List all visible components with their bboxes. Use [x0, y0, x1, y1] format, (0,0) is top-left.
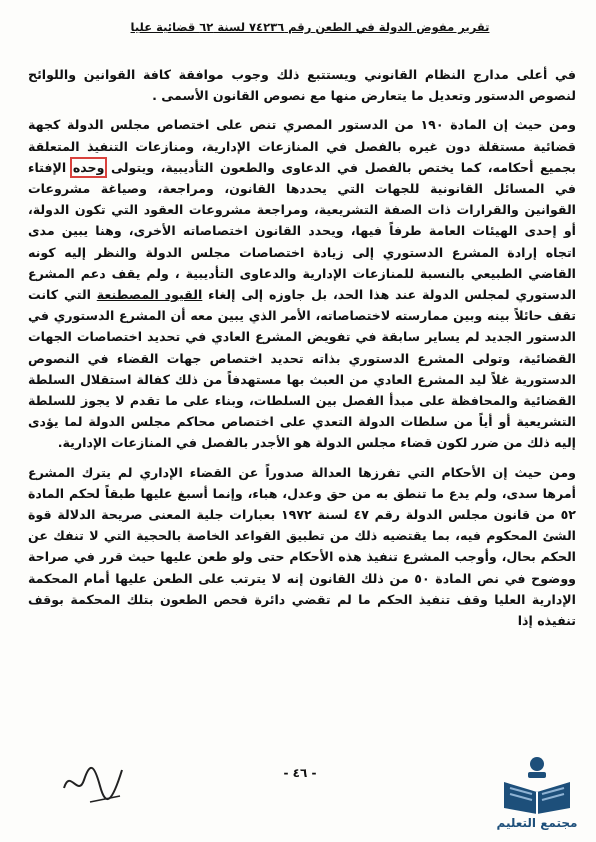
paragraph-3-text: ومن حيث إن الأحكام التي تفرزها العدالة صدوراً عن القضاء الإداري لم يترك المشرع أمرها سدى، ولم يدع ما تنطق به من حق وعدل، هباء، وإنما أسبغ عليها طبقاً لحكم المادة ٥٢ من قانون مجلس الدولة رقم ٤٧ لسنة ١٩٧٢ بعبارات جلية المعنى صريحة الدلالة قوة الشئ المحكوم فيه، بما يقتضيه ذلك من تطبيق القواعد الخاصة بالحجية التي لا تنفك عن الحكم بحال، وأوجب المشرع تنفيذ هذه الأحكام حتى ولو طعن عليها حيث قرر في صراحة ووضوح في نص المادة ٥٠ من ذلك القانون إنه لا يترتب على الطعن عليها أمام المحكمة الإدارية العليا وقف تنفيذ الحكم ما لم تقضي دائرة فحص الطعون بتلك المحكمة بوقف تنفيذه إذا	[28, 464, 576, 629]
watermark-text: مجتمع التعليم	[496, 816, 578, 830]
paragraph-2	[28, 114, 576, 453]
paragraph-3	[28, 462, 576, 632]
document-body	[28, 64, 576, 754]
signature-mark	[60, 758, 130, 808]
highlighted-word: وحده	[72, 159, 105, 175]
underlined-phrase: القيود المصطنعة	[96, 287, 203, 303]
paragraph-2-text-start: ومن حيث إن المادة ١٩٠ من الدستور المصري تنص على اختصاص مجلس الدولة كجهة قضائية مستقلة دون غيره بالفصل في المنازعات الإدارية، ومنازعات التنفيذ المتعلقة بجميع أحكامه، كما يختص بالفصل في الدعاوى والطعون التأديبية، ويتولى	[28, 117, 576, 175]
page-number: - ٤٦ -	[283, 766, 317, 780]
paragraph-1	[28, 64, 576, 106]
paragraph-1-text: في أعلى مدارج النظام القانوني ويستتبع ذلك وجوب موافقة كافة القوانين واللوائح لنصوص الدستور وتعديل ما يتعارض منها مع نصوص القانون الأسمى .	[28, 67, 576, 104]
paragraph-2-text-end: الإفتاء في المسائل القانونية للجهات التي يحددها القانون، ومراجعة، وصياغة مشروعات القوانين والقرارات ذات الصفة التشريعية، ومراجعة مشروعات العقود التي تكون الدولة، أو إحدى الهيئات العامة طرفاً فيها، ويحدد القانون اختصاصاته الأخرى، وهنا يبين مدى اتجاه إرادة المشرع الدستوري إلى زيادة اختصاصات مجلس الدولة والنظر إليه كونه القاضي الطبيعي بالنسبة للمنازعات الإدارية والدعاوى التأديبية ، ولم يقف دعم المشرع الدستوري لمجلس الدولة عند هذا الحد، بل جاوزه إلى إلغاء القيود المصطنعة التي كانت تقف حائلاً بينه وبين ممارسته لاختصاصاته، الأمر الذي يبين معه أن المشرع الدستوري في الدستور الجديد لم يساير سابقة في تفويض المشرع العادي في تحديد اختصاصات الجهات القضائية، وتولى المشرع الدستوري بذاته تحديد اختصاص جهات القضاء في النصوص الدستورية غلاً ليد المشرع العادي من العبث بها مستهدفاً من ذلك كفالة استقلال السلطة القضائية والمحافظة على مبدأ الفصل بين السلطات، وبناء على ما تقدم لا يجوز للسلطة التشريعية أو أياً من سلطات الدولة التعدي على اختصاص محاكم مجلس الدولة لما يؤدى إليه ذلك من ضرر لكون قضاء مجلس الدولة هو الأجدر بالفصل في المنازعات الإدارية.	[28, 159, 576, 451]
watermark-logo	[484, 752, 590, 838]
report-header: تقرير مفوض الدولة في الطعن رقم ٧٤٢٣٦ لسنة ٦٢ قضائية عليا	[130, 20, 490, 34]
book-icon	[484, 752, 590, 814]
